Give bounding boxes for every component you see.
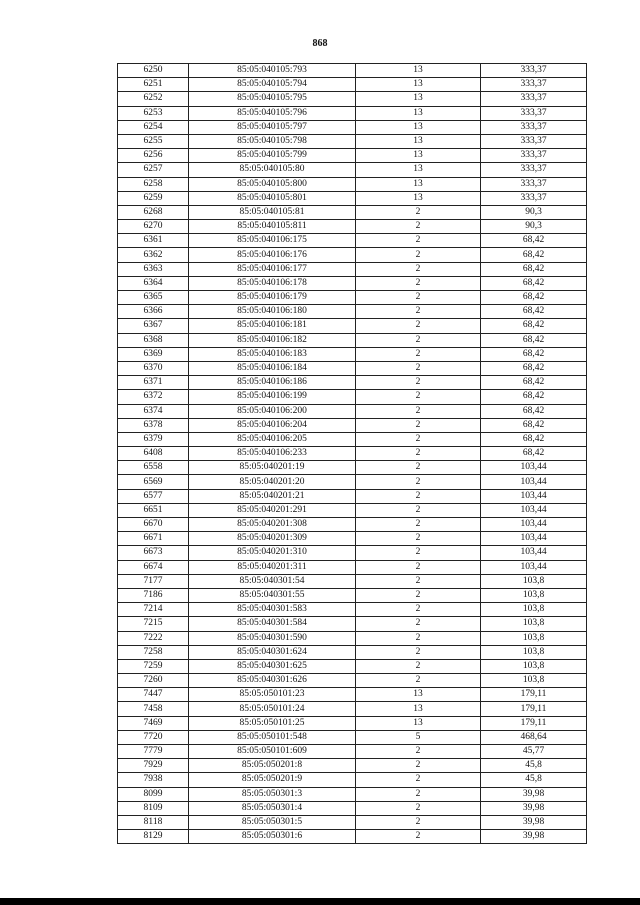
value-cell: 103,8 [481,674,587,688]
category-cell: 2 [356,489,481,503]
table-row [118,134,587,148]
table-row [118,220,587,234]
row-number-cell: 6253 [118,106,189,120]
table-row [118,546,587,560]
table-row [118,773,587,787]
value-cell: 103,8 [481,631,587,645]
category-cell: 5 [356,730,481,744]
cadastral-number-cell: 85:05:040106:183 [189,347,356,361]
value-cell: 68,42 [481,404,587,418]
cadastral-number-cell: 85:05:040106:184 [189,361,356,375]
category-cell: 2 [356,390,481,404]
category-cell: 2 [356,461,481,475]
row-number-cell: 8118 [118,815,189,829]
cadastral-number-cell: 85:05:040106:180 [189,305,356,319]
row-number-cell: 6257 [118,163,189,177]
table-row [118,560,587,574]
table-row [118,404,587,418]
table-row [118,503,587,517]
table-row [118,631,587,645]
row-number-cell: 6577 [118,489,189,503]
table-row [118,702,587,716]
row-number-cell: 6367 [118,319,189,333]
value-cell: 68,42 [481,432,587,446]
cadastral-number-cell: 85:05:040106:181 [189,319,356,333]
cadastral-number-cell: 85:05:040106:182 [189,333,356,347]
category-cell: 2 [356,319,481,333]
value-cell: 68,42 [481,447,587,461]
row-number-cell: 6251 [118,78,189,92]
value-cell: 333,37 [481,120,587,134]
cadastral-number-cell: 85:05:040106:186 [189,376,356,390]
cadastral-number-cell: 85:05:040105:798 [189,134,356,148]
value-cell: 333,37 [481,191,587,205]
row-number-cell: 7938 [118,773,189,787]
value-cell: 39,98 [481,801,587,815]
table-row [118,262,587,276]
cadastral-number-cell: 85:05:040105:797 [189,120,356,134]
table-row [118,588,587,602]
value-cell: 68,42 [481,390,587,404]
category-cell: 2 [356,432,481,446]
value-cell: 39,98 [481,830,587,844]
table-row [118,177,587,191]
row-number-cell: 6366 [118,305,189,319]
page-bottom-edge [0,898,640,905]
row-number-cell: 7222 [118,631,189,645]
table-row [118,64,587,78]
value-cell: 68,42 [481,333,587,347]
row-number-cell: 6378 [118,418,189,432]
category-cell: 13 [356,106,481,120]
row-number-cell: 6673 [118,546,189,560]
category-cell: 2 [356,291,481,305]
value-cell: 103,44 [481,503,587,517]
cadastral-number-cell: 85:05:040201:19 [189,461,356,475]
cadastral-number-cell: 85:05:040105:801 [189,191,356,205]
row-number-cell: 6252 [118,92,189,106]
row-number-cell: 6674 [118,560,189,574]
value-cell: 103,8 [481,617,587,631]
value-cell: 103,8 [481,588,587,602]
category-cell: 13 [356,64,481,78]
table-row [118,333,587,347]
table-row [118,447,587,461]
row-number-cell: 6379 [118,432,189,446]
cadastral-number-cell: 85:05:040106:177 [189,262,356,276]
row-number-cell: 6371 [118,376,189,390]
row-number-cell: 6270 [118,220,189,234]
value-cell: 103,8 [481,645,587,659]
row-number-cell: 6255 [118,134,189,148]
table-row [118,518,587,532]
value-cell: 103,44 [481,489,587,503]
row-number-cell: 6362 [118,248,189,262]
value-cell: 103,44 [481,518,587,532]
cadastral-number-cell: 85:05:040201:20 [189,475,356,489]
value-cell: 103,8 [481,574,587,588]
table-row [118,78,587,92]
category-cell: 2 [356,659,481,673]
category-cell: 13 [356,149,481,163]
table-row [118,801,587,815]
value-cell: 103,8 [481,603,587,617]
row-number-cell: 6374 [118,404,189,418]
row-number-cell: 6250 [118,64,189,78]
cadastral-number-cell: 85:05:050101:24 [189,702,356,716]
table-row [118,574,587,588]
row-number-cell: 8109 [118,801,189,815]
row-number-cell: 6254 [118,120,189,134]
row-number-cell: 6372 [118,390,189,404]
value-cell: 45,77 [481,745,587,759]
value-cell: 39,98 [481,787,587,801]
cadastral-number-cell: 85:05:040106:175 [189,234,356,248]
category-cell: 2 [356,503,481,517]
table-row [118,305,587,319]
cadastral-number-cell: 85:05:040105:793 [189,64,356,78]
row-number-cell: 7779 [118,745,189,759]
table-row [118,759,587,773]
cadastral-number-cell: 85:05:050101:609 [189,745,356,759]
category-cell: 2 [356,759,481,773]
value-cell: 333,37 [481,177,587,191]
category-cell: 2 [356,603,481,617]
table-row [118,120,587,134]
category-cell: 2 [356,220,481,234]
row-number-cell: 6569 [118,475,189,489]
row-number-cell: 8099 [118,787,189,801]
row-number-cell: 7215 [118,617,189,631]
table-row [118,149,587,163]
category-cell: 2 [356,830,481,844]
row-number-cell: 7469 [118,716,189,730]
category-cell: 13 [356,702,481,716]
value-cell: 333,37 [481,134,587,148]
value-cell: 68,42 [481,262,587,276]
value-cell: 468,64 [481,730,587,744]
category-cell: 2 [356,305,481,319]
table-row [118,291,587,305]
row-number-cell: 6268 [118,205,189,219]
category-cell: 2 [356,475,481,489]
value-cell: 179,11 [481,688,587,702]
table-row [118,234,587,248]
cadastral-number-cell: 85:05:040105:799 [189,149,356,163]
row-number-cell: 6651 [118,503,189,517]
row-number-cell: 7258 [118,645,189,659]
category-cell: 13 [356,163,481,177]
table-body [118,64,587,844]
category-cell: 2 [356,376,481,390]
category-cell: 2 [356,617,481,631]
table-row [118,390,587,404]
row-number-cell: 7458 [118,702,189,716]
row-number-cell: 6671 [118,532,189,546]
row-number-cell: 6361 [118,234,189,248]
category-cell: 2 [356,518,481,532]
row-number-cell: 7186 [118,588,189,602]
cadastral-number-cell: 85:05:040106:199 [189,390,356,404]
table-row [118,489,587,503]
row-number-cell: 6365 [118,291,189,305]
row-number-cell: 6368 [118,333,189,347]
row-number-cell: 6364 [118,276,189,290]
table-row [118,645,587,659]
cadastral-number-cell: 85:05:040301:55 [189,588,356,602]
category-cell: 2 [356,773,481,787]
category-cell: 2 [356,645,481,659]
table-row [118,191,587,205]
row-number-cell: 6369 [118,347,189,361]
category-cell: 2 [356,404,481,418]
table-row [118,745,587,759]
category-cell: 13 [356,688,481,702]
category-cell: 2 [356,574,481,588]
table-row [118,688,587,702]
category-cell: 2 [356,234,481,248]
cadastral-number-cell: 85:05:050301:6 [189,830,356,844]
row-number-cell: 7177 [118,574,189,588]
cadastral-number-cell: 85:05:050101:23 [189,688,356,702]
category-cell: 13 [356,78,481,92]
table-row [118,319,587,333]
category-cell: 13 [356,191,481,205]
value-cell: 179,11 [481,716,587,730]
page-number: 868 [312,38,328,49]
cadastral-number-cell: 85:05:040105:80 [189,163,356,177]
value-cell: 45,8 [481,759,587,773]
cadastral-number-cell: 85:05:040105:800 [189,177,356,191]
cadastral-number-cell: 85:05:050301:3 [189,787,356,801]
cadastral-number-cell: 85:05:040201:308 [189,518,356,532]
category-cell: 2 [356,801,481,815]
cadastral-number-cell: 85:05:040105:81 [189,205,356,219]
category-cell: 2 [356,532,481,546]
category-cell: 2 [356,631,481,645]
cadastral-number-cell: 85:05:040106:233 [189,447,356,461]
table-row [118,361,587,375]
cadastral-number-cell: 85:05:040106:205 [189,432,356,446]
table-row [118,92,587,106]
value-cell: 333,37 [481,64,587,78]
cadastral-number-cell: 85:05:040106:176 [189,248,356,262]
cadastral-number-cell: 85:05:050201:9 [189,773,356,787]
cadastral-number-cell: 85:05:040105:794 [189,78,356,92]
table-row [118,276,587,290]
value-cell: 45,8 [481,773,587,787]
category-cell: 2 [356,248,481,262]
table-row [118,432,587,446]
value-cell: 103,44 [481,560,587,574]
data-table [117,63,587,844]
category-cell: 2 [356,815,481,829]
cadastral-number-cell: 85:05:050101:548 [189,730,356,744]
table-row [118,163,587,177]
row-number-cell: 6259 [118,191,189,205]
value-cell: 68,42 [481,418,587,432]
value-cell: 68,42 [481,234,587,248]
table-row [118,461,587,475]
row-number-cell: 7259 [118,659,189,673]
row-number-cell: 6363 [118,262,189,276]
value-cell: 179,11 [481,702,587,716]
category-cell: 2 [356,560,481,574]
category-cell: 2 [356,447,481,461]
row-number-cell: 6670 [118,518,189,532]
table-row [118,205,587,219]
cadastral-number-cell: 85:05:040105:811 [189,220,356,234]
cadastral-number-cell: 85:05:040301:624 [189,645,356,659]
cadastral-number-cell: 85:05:040301:584 [189,617,356,631]
table-row [118,532,587,546]
value-cell: 68,42 [481,248,587,262]
value-cell: 68,42 [481,319,587,333]
row-number-cell: 6408 [118,447,189,461]
value-cell: 68,42 [481,276,587,290]
category-cell: 2 [356,546,481,560]
row-number-cell: 7214 [118,603,189,617]
cadastral-number-cell: 85:05:050201:8 [189,759,356,773]
cadastral-number-cell: 85:05:040301:590 [189,631,356,645]
category-cell: 2 [356,745,481,759]
cadastral-number-cell: 85:05:040106:200 [189,404,356,418]
table-row [118,787,587,801]
category-cell: 2 [356,418,481,432]
table-row [118,475,587,489]
row-number-cell: 6558 [118,461,189,475]
category-cell: 2 [356,205,481,219]
cadastral-number-cell: 85:05:040301:626 [189,674,356,688]
row-number-cell: 7260 [118,674,189,688]
table-row [118,815,587,829]
category-cell: 13 [356,177,481,191]
value-cell: 103,44 [481,532,587,546]
row-number-cell: 6256 [118,149,189,163]
value-cell: 68,42 [481,347,587,361]
value-cell: 68,42 [481,361,587,375]
row-number-cell: 8129 [118,830,189,844]
table-row [118,347,587,361]
cadastral-number-cell: 85:05:040201:291 [189,503,356,517]
value-cell: 68,42 [481,291,587,305]
cadastral-number-cell: 85:05:040106:179 [189,291,356,305]
cadastral-number-cell: 85:05:040201:21 [189,489,356,503]
category-cell: 2 [356,333,481,347]
cadastral-number-cell: 85:05:040301:583 [189,603,356,617]
cadastral-number-cell: 85:05:040105:796 [189,106,356,120]
value-cell: 68,42 [481,305,587,319]
cadastral-number-cell: 85:05:050101:25 [189,716,356,730]
table-row [118,248,587,262]
row-number-cell: 7929 [118,759,189,773]
value-cell: 103,8 [481,659,587,673]
cadastral-number-cell: 85:05:040106:178 [189,276,356,290]
cadastral-number-cell: 85:05:040201:311 [189,560,356,574]
value-cell: 333,37 [481,163,587,177]
table-row [118,603,587,617]
category-cell: 13 [356,716,481,730]
category-cell: 2 [356,787,481,801]
row-number-cell: 7720 [118,730,189,744]
cadastral-number-cell: 85:05:050301:4 [189,801,356,815]
value-cell: 90,3 [481,220,587,234]
cadastral-number-cell: 85:05:040301:625 [189,659,356,673]
table-row [118,418,587,432]
row-number-cell: 6258 [118,177,189,191]
table-row [118,674,587,688]
value-cell: 103,44 [481,475,587,489]
table-row [118,106,587,120]
value-cell: 333,37 [481,78,587,92]
cadastral-number-cell: 85:05:040201:310 [189,546,356,560]
cadastral-number-cell: 85:05:050301:5 [189,815,356,829]
table-row [118,376,587,390]
value-cell: 333,37 [481,149,587,163]
category-cell: 2 [356,588,481,602]
value-cell: 103,44 [481,461,587,475]
cadastral-number-cell: 85:05:040105:795 [189,92,356,106]
category-cell: 13 [356,92,481,106]
table-row [118,730,587,744]
value-cell: 333,37 [481,92,587,106]
category-cell: 2 [356,674,481,688]
category-cell: 2 [356,276,481,290]
cadastral-number-cell: 85:05:040106:204 [189,418,356,432]
category-cell: 13 [356,134,481,148]
category-cell: 2 [356,347,481,361]
table-row [118,716,587,730]
category-cell: 13 [356,120,481,134]
cadastral-number-cell: 85:05:040301:54 [189,574,356,588]
table-row [118,617,587,631]
value-cell: 39,98 [481,815,587,829]
value-cell: 103,44 [481,546,587,560]
row-number-cell: 7447 [118,688,189,702]
table-row [118,830,587,844]
value-cell: 90,3 [481,205,587,219]
table-row [118,659,587,673]
category-cell: 2 [356,262,481,276]
category-cell: 2 [356,361,481,375]
row-number-cell: 6370 [118,361,189,375]
value-cell: 333,37 [481,106,587,120]
value-cell: 68,42 [481,376,587,390]
cadastral-number-cell: 85:05:040201:309 [189,532,356,546]
